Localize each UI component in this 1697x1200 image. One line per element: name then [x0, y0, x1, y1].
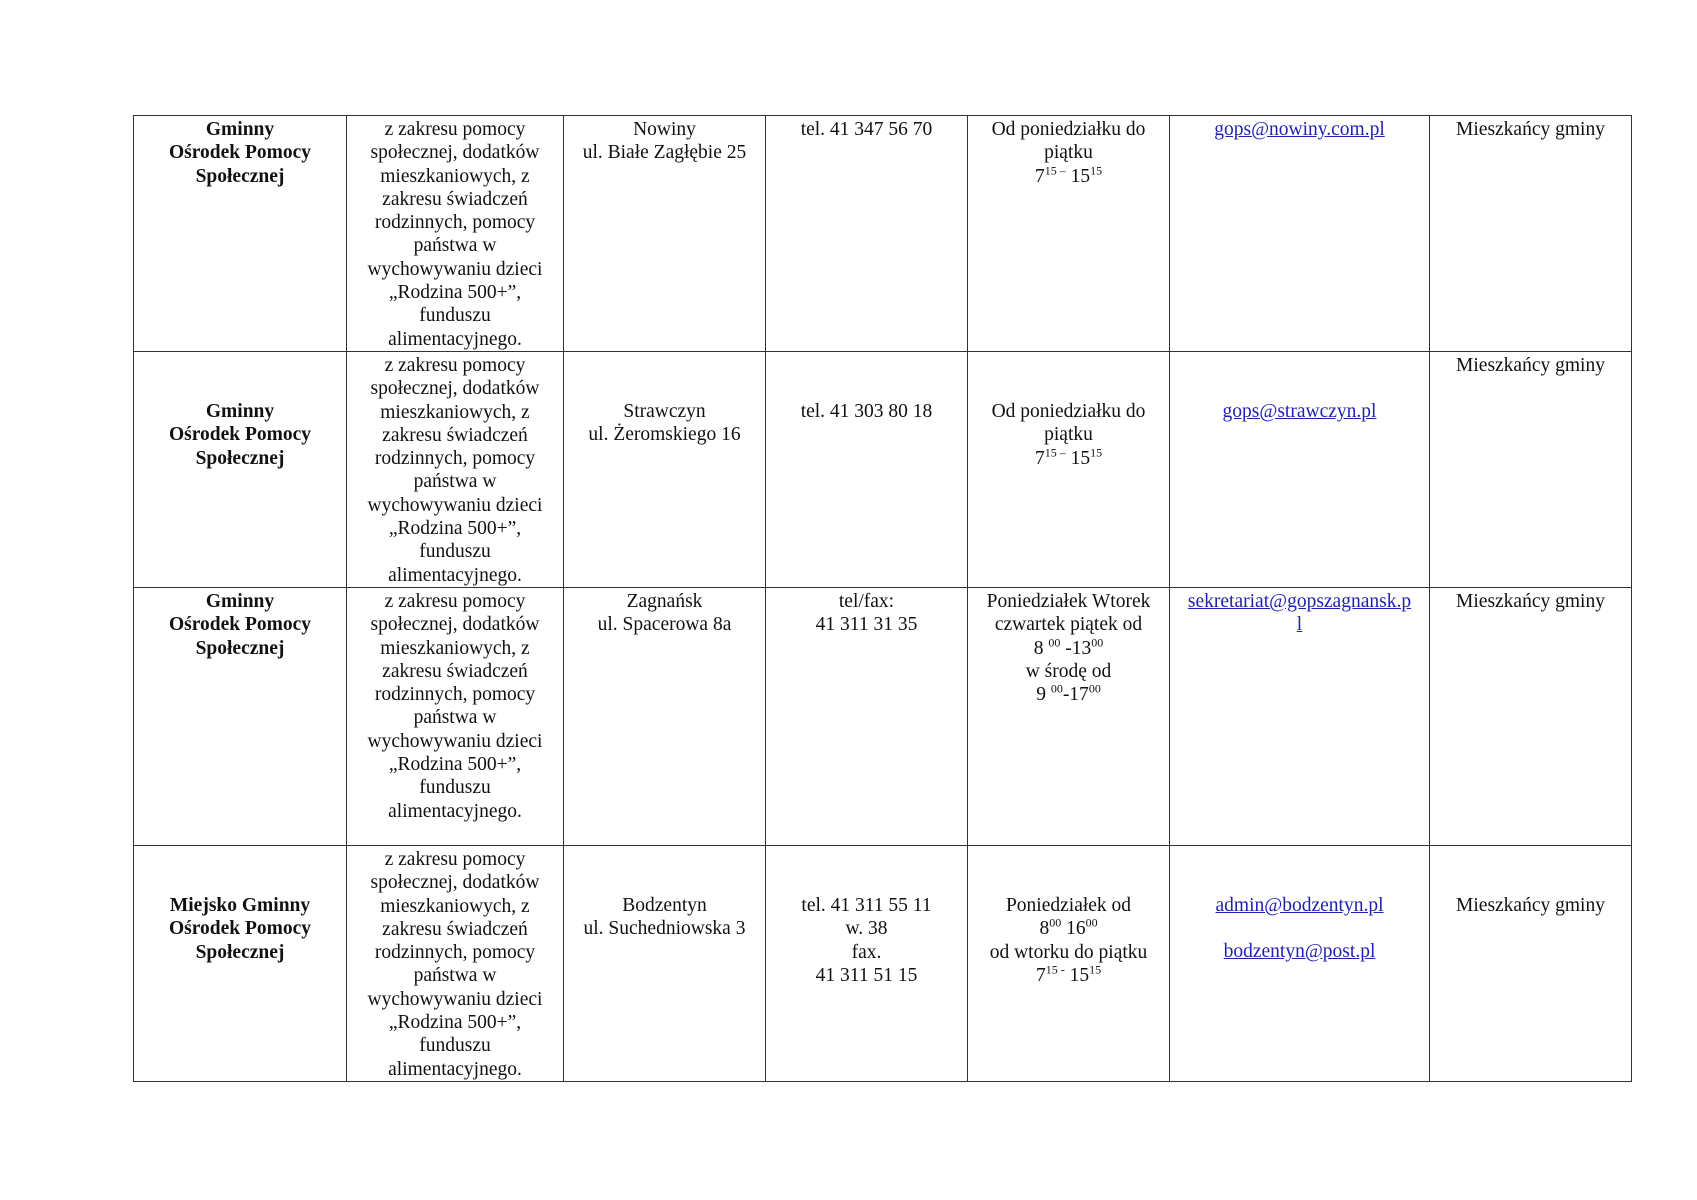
phone-cell: tel. 41 303 80 18	[766, 351, 968, 587]
address-cell: Strawczyn ul. Żeromskiego 16	[564, 351, 766, 587]
email-link[interactable]: admin@bodzentyn.pl	[1215, 894, 1384, 916]
hours-cell: Od poniedziałku do piątku $7^{15 -}$ $15^{15}$	[968, 351, 1170, 587]
email-link[interactable]: sekretariat@gopszagnansk.p l	[1187, 590, 1412, 636]
table-row	[134, 587, 1632, 845]
target-group-cell: Mieszkańcy gminy	[1430, 116, 1632, 352]
institution-name-cell: Gminny Ośrodek Pomocy Społecznej	[134, 587, 347, 845]
address-cell: Zagnańsk ul. Spacerowa 8a	[564, 587, 766, 845]
table-row	[134, 351, 1632, 587]
institutions-table	[133, 115, 1632, 1082]
email-cell	[1170, 845, 1430, 1081]
phone-cell: tel. 41 311 55 11 w. 38 fax. 41 311 51 15	[766, 845, 968, 1081]
institution-name-cell: Miejsko Gminny Ośrodek Pomocy Społecznej	[134, 845, 347, 1081]
scope-cell: z zakresu pomocy społecznej, dodatków mieszkaniowych, z zakresu świadczeń rodzinnych, pomocy państwa w wychowywaniu dzieci „Rodzina 500+”, funduszu alimentacyjnego.	[347, 845, 564, 1081]
target-group-cell: Mieszkańcy gminy	[1430, 587, 1632, 845]
email-link[interactable]: bodzentyn@post.pl	[1223, 941, 1376, 963]
email-link[interactable]: gops@nowiny.com.pl	[1214, 119, 1385, 140]
target-group-cell: Mieszkańcy gminy	[1430, 845, 1632, 1081]
table-row	[134, 845, 1632, 1081]
hours-cell: Od poniedziałku do piątku $7^{15 -}$ $15^{15}$	[968, 116, 1170, 352]
email-cell	[1170, 116, 1430, 352]
phone-cell: tel/fax: 41 311 31 35	[766, 587, 968, 845]
email-cell	[1170, 587, 1430, 845]
target-group-cell: Mieszkańcy gminy	[1430, 351, 1632, 587]
hours-cell: Poniedziałek Wtorek czwartek piątek od 8 $^{00}$ $-13^{00}$ w środę od 9 $^{00}-17^{00}$	[968, 587, 1170, 845]
scope-cell: z zakresu pomocy społecznej, dodatków mieszkaniowych, z zakresu świadczeń rodzinnych, pomocy państwa w wychowywaniu dzieci „Rodzina 500+”, funduszu alimentacyjnego.	[347, 351, 564, 587]
phone-cell: tel. 41 347 56 70	[766, 116, 968, 352]
institution-name-cell: Gminny Ośrodek Pomocy Społecznej	[134, 116, 347, 352]
email-cell	[1170, 351, 1430, 587]
scope-cell: z zakresu pomocy społecznej, dodatków mieszkaniowych, z zakresu świadczeń rodzinnych, pomocy państwa w wychowywaniu dzieci „Rodzina 500+”, funduszu alimentacyjnego.	[347, 587, 564, 845]
hours-cell: Poniedziałek od $8^{00}$ $16^{00}$ od wtorku do piątku $7^{15 -}$ $15^{15}$	[968, 845, 1170, 1081]
address-cell: Nowiny ul. Białe Zagłębie 25	[564, 116, 766, 352]
email-link[interactable]: gops@strawczyn.pl	[1222, 400, 1377, 422]
scope-cell: z zakresu pomocy społecznej, dodatków mieszkaniowych, z zakresu świadczeń rodzinnych, pomocy państwa w wychowywaniu dzieci „Rodzina 500+”, funduszu alimentacyjnego.	[347, 116, 564, 352]
table-row	[134, 116, 1632, 352]
institution-name-cell: Gminny Ośrodek Pomocy Społecznej	[134, 351, 347, 587]
address-cell: Bodzentyn ul. Suchedniowska 3	[564, 845, 766, 1081]
